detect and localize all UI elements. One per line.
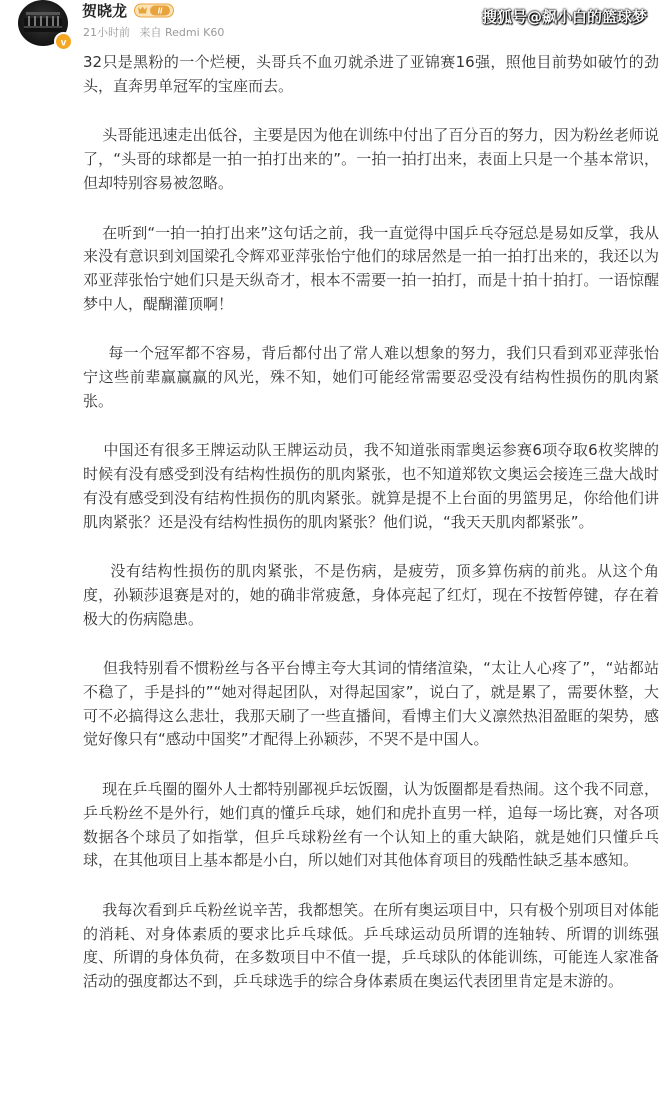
paragraph: 在听到“一拍一拍打出来”这句话之前，我一直觉得中国乒乓夺冠总是易如反掌，我从来没有意识到刘国梁孔令辉邓亚萍张怡宁他们的球居然是一拍一拍打出来的，我还以为邓亚萍张怡宁她们只是天纵奇才，根本不需要一拍一拍打，而是十拍十拍打。一语惊醒梦中人，醍醐灌顶啊！: [83, 223, 660, 313]
paragraph: 现在乒乓圈的圈外人士都特别鄙视乒坛饭圈，认为饭圈都是看热闹。这个我不同意，乒乓粉丝不是外行，她们真的懂乒乓球，她们和虎扑直男一样，追每一场比赛，对各项数据各个球员了如指掌，但乒乓球粉丝有一个认知上的重大缺陷，就是她们只懂乒乓球，在其他项目上基本都是小白，所以她们对其他体育项目的残酷性缺乏基本感知。: [83, 780, 659, 870]
paragraph: 没有结构性损伤的肌肉紧张，不是伤病，是疲劳，顶多算伤病的前兆。从这个角度，孙颖莎退赛是对的，她的确非常疲惫，身体亮起了红灯，现在不按暂停键，存在着极大的伤病隐患。: [83, 562, 659, 628]
post-time[interactable]: 21小时前: [83, 26, 130, 39]
paragraph: 但我特别看不惯粉丝与各平台博主夸大其词的情绪渲染，“太让人心疼了”，“站都站不稳了，手是抖的”“她对得起团队，对得起国家”，说白了，就是累了，需要休整，大可不必搞得这么悲壮，我那天刷了一些直播间，看博主们大义凛然热泪盈眶的架势，感觉好像只有“感动中国奖”才配得上孙颖莎，不哭不是中国人。: [83, 659, 659, 749]
post-source: 来自 Redmi K60: [139, 26, 225, 39]
paragraph: 中国还有很多王牌运动队王牌运动员，我不知道张雨霏奥运参赛6项夺取6枚奖牌的时候有没有感受到没有结构性损伤的肌肉紧张，也不知道郑钦文奥运会接连三盘大战时有没有感受到没有结构性损伤的肌肉紧张。就算是提不上台面的男篮男足，你给他们讲肌肉紧张？还是没有结构性损伤的肌肉紧张？他们说，“我天天肌肉都紧张”。: [83, 441, 659, 531]
paragraph: 32只是黑粉的一个烂梗，头哥兵不血刃就杀进了亚锦赛16强，照他目前势如破竹的劲头，直奔男单冠军的宝座而去。: [83, 53, 659, 95]
post-header: [0, 0, 667, 48]
avatar-image-icon: [24, 8, 62, 32]
paragraph: 头哥能迅速走出低谷，主要是因为他在训练中付出了百分百的努力，因为粉丝老师说了，“头哥的球都是一拍一拍打出来的”。一拍一拍打出来，表面上只是一个基本常识，但却特别容易被忽略。: [83, 126, 659, 192]
vip-level-badge-icon[interactable]: [134, 3, 174, 18]
paragraph: 我每次看到乒乓粉丝说辛苦，我都想笑。在所有奥运项目中，只有极个别项目对体能的消耗、对身体素质的要求比乒乓球低。乒乓球运动员所谓的连轴转、所谓的训练强度、所谓的身体负荷，在多数项目中不值一提，乒乓球队的体能训练，可能连人家准备活动的强度都达不到，乒乓球选手的综合身体素质在奥运代表团里肯定是末游的。: [83, 900, 659, 991]
post-body: [83, 51, 659, 1020]
verified-icon: [54, 32, 73, 51]
paragraph: 每一个冠军都不容易，背后都付出了常人难以想象的努力，我们只看到邓亚萍张怡宁这些前辈赢赢赢的风光，殊不知，她们可能经常需要忍受没有结构性损伤的肌肉紧张。: [83, 344, 659, 410]
watermark: 搜狐号@飙小白的篮球梦: [482, 8, 648, 26]
author-name[interactable]: 贺晓龙: [82, 2, 128, 20]
vip-level-text: II: [157, 6, 163, 16]
svg-text:v: v: [60, 37, 67, 49]
post-meta: [83, 25, 230, 41]
